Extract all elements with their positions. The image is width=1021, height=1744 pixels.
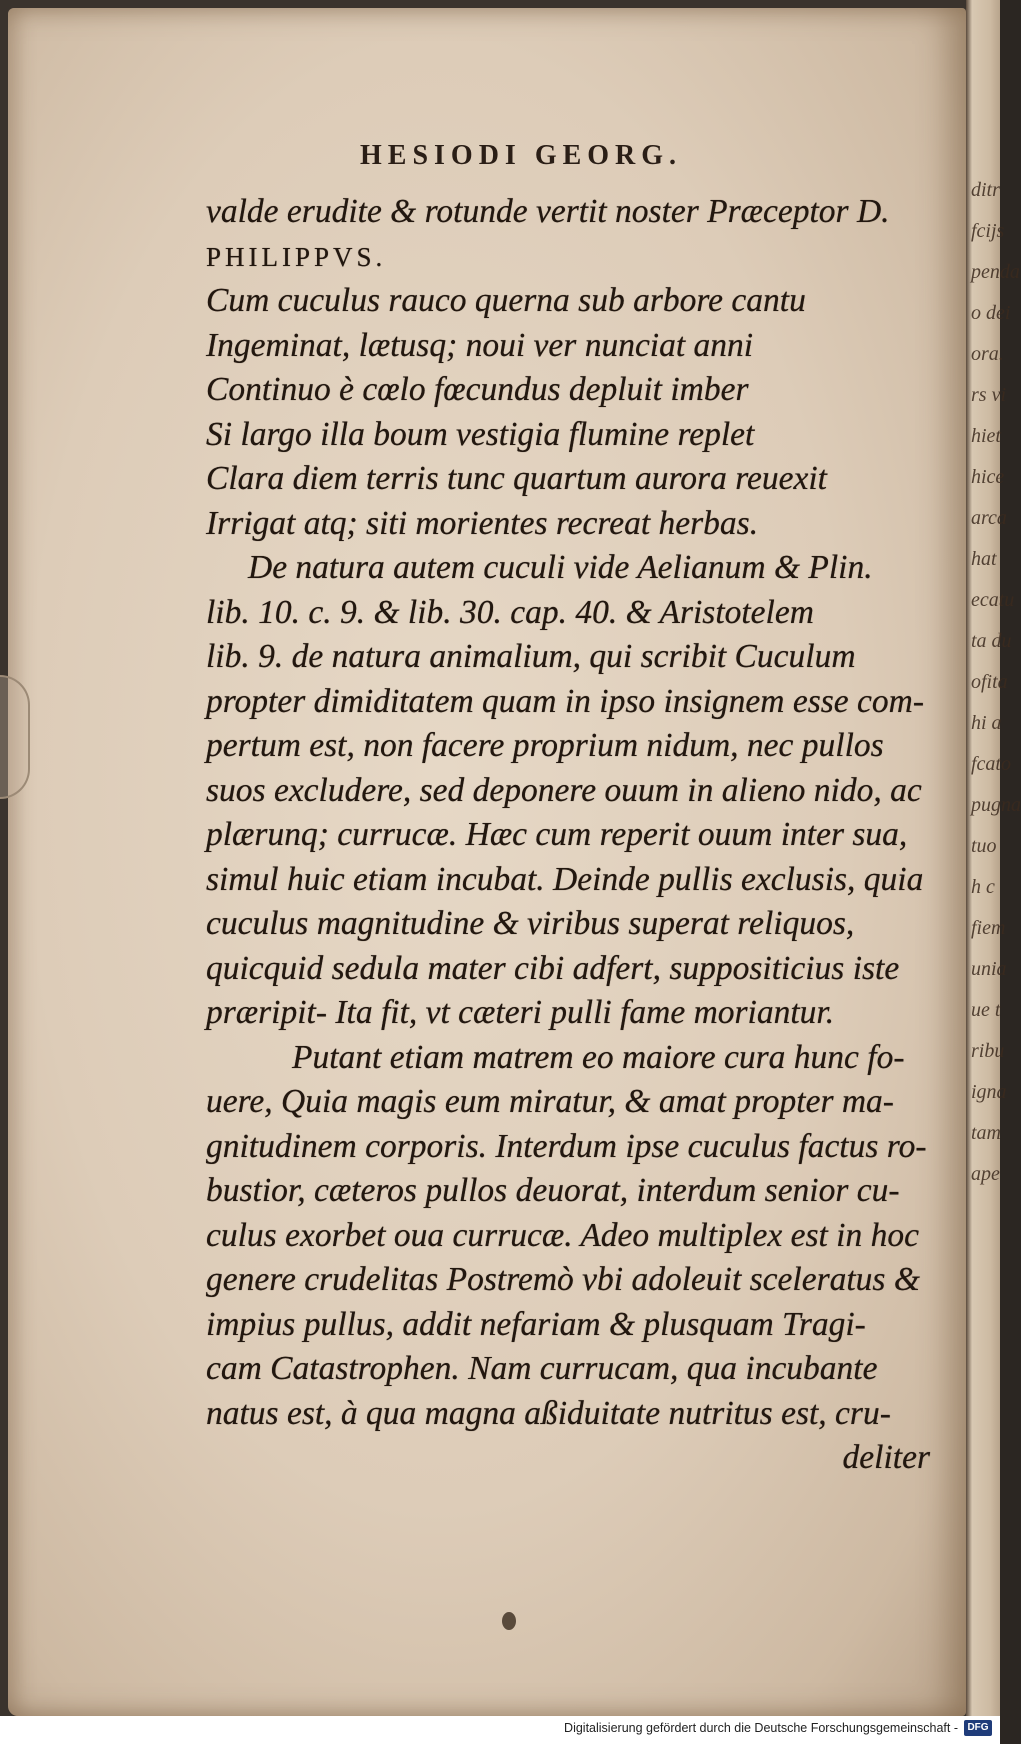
facing-fragment: tuo bbox=[971, 835, 997, 857]
facing-fragment: fiem bbox=[971, 917, 1006, 939]
text-line: propter dimiditatem quam in ipso insignem esse com- bbox=[206, 682, 925, 720]
text-block bbox=[206, 190, 934, 1481]
text-line: cam Catastrophen. Nam currucam, qua incubante bbox=[206, 1350, 878, 1387]
text-line: genere crudelitas Postremò vbi adoleuit sceleratus & bbox=[206, 1261, 920, 1298]
page-tab-outline bbox=[0, 675, 30, 799]
facing-fragment: o dei bbox=[971, 302, 1011, 324]
text-line: PHILIPPVS. bbox=[206, 241, 387, 272]
text-line: simul huic etiam incubat. Deinde pullis exclusis, quia bbox=[206, 860, 924, 898]
facing-fragment: hice bbox=[971, 466, 1005, 488]
facing-fragment: hat bbox=[971, 548, 997, 570]
facing-fragment: ofita bbox=[971, 671, 1008, 693]
facing-fragment: ora. bbox=[971, 343, 1004, 365]
text-line: Clara diem terris tunc quartum aurora reuexit bbox=[206, 460, 827, 497]
facing-fragment: ta du bbox=[971, 630, 1012, 652]
facing-fragment: fcijs bbox=[971, 220, 1005, 242]
text-line: præripit- Ita fit, vt cæteri pulli fame moriantur. bbox=[206, 994, 835, 1031]
facing-fragment: tam bbox=[971, 1122, 1001, 1144]
text-line: valde erudite & rotunde vertit noster Præceptor D. bbox=[206, 193, 890, 230]
footer-credit: Digitalisierung gefördert durch die Deutsche Forschungsgemeinschaft - bbox=[564, 1721, 958, 1735]
facing-fragment: ue t bbox=[971, 999, 1001, 1021]
text-line: cuculus magnitudine & viribus superat reliquos, bbox=[206, 905, 855, 942]
text-line: Putant etiam matrem eo maiore cura hunc fo- bbox=[292, 1038, 905, 1076]
text-line: Cum cuculus rauco querna sub arbore cantu bbox=[206, 282, 806, 319]
text-line: suos excludere, sed deponere ouum in alieno nido, ac bbox=[206, 771, 922, 809]
text-line: quicquid sedula mater cibi adfert, suppositicius iste bbox=[206, 949, 900, 987]
running-head: HESIODI GEORG. bbox=[360, 140, 683, 171]
facing-fragment: fcato bbox=[971, 753, 1011, 775]
facing-fragment: unia bbox=[971, 958, 1007, 980]
facing-fragment: ecatu bbox=[971, 589, 1015, 611]
facing-fragment: pugna bbox=[971, 794, 1021, 816]
text-line: uere, Quia magis eum miratur, & amat propter ma- bbox=[206, 1083, 894, 1120]
text-line: bustior, cæteros pullos deuorat, interdum senior cu- bbox=[206, 1172, 900, 1209]
text-line: lib. 10. c. 9. & lib. 30. cap. 40. & Aristotelem bbox=[206, 593, 814, 631]
text-line: deliter bbox=[842, 1439, 930, 1476]
text-line: Continuo è cœlo fœcundus depluit imber bbox=[206, 371, 749, 408]
ink-blot bbox=[502, 1612, 516, 1630]
dfg-logo: DFG bbox=[964, 1720, 992, 1736]
facing-fragment: arca bbox=[971, 507, 1007, 529]
text-line: Ingeminat, lætusq; noui ver nunciat anni bbox=[206, 326, 754, 364]
facing-fragment: penda bbox=[971, 261, 1020, 283]
text-line: culus exorbet oua currucæ. Adeo multiplex est in hoc bbox=[206, 1216, 919, 1254]
facing-fragment: rs vi bbox=[971, 384, 1006, 406]
text-line: lib. 9. de natura animalium, qui scribit Cuculum bbox=[206, 638, 856, 675]
facing-fragment: hiet bbox=[971, 425, 1001, 447]
text-line: Si largo illa boum vestigia flumine replet bbox=[206, 415, 755, 453]
text-line: plærunq; currucæ. Hæc cum reperit ouum inter sua, bbox=[206, 816, 908, 853]
text-line: De natura autem cuculi vide Aelianum & Plin. bbox=[248, 549, 873, 586]
text-line: impius pullus, addit nefariam & plusquam Tragi- bbox=[206, 1305, 866, 1343]
text-line: natus est, à qua magna aßiduitate nutritus est, cru- bbox=[206, 1394, 891, 1432]
text-line: Irrigat atq; siti morientes recreat herbas. bbox=[206, 504, 759, 542]
text-line: pertum est, non facere proprium nidum, nec pullos bbox=[206, 727, 884, 764]
facing-page-text bbox=[971, 170, 1021, 1400]
text-line: gnitudinem corporis. Interdum ipse cuculus factus ro- bbox=[206, 1127, 927, 1165]
facing-fragment: h c bbox=[971, 876, 995, 898]
facing-fragment: ape bbox=[971, 1163, 1000, 1185]
facing-fragment: ditr bbox=[971, 179, 1000, 201]
facing-fragment: ribu bbox=[971, 1040, 1005, 1062]
facing-fragment: igna bbox=[971, 1081, 1007, 1103]
facing-fragment: hi a bbox=[971, 712, 1002, 734]
